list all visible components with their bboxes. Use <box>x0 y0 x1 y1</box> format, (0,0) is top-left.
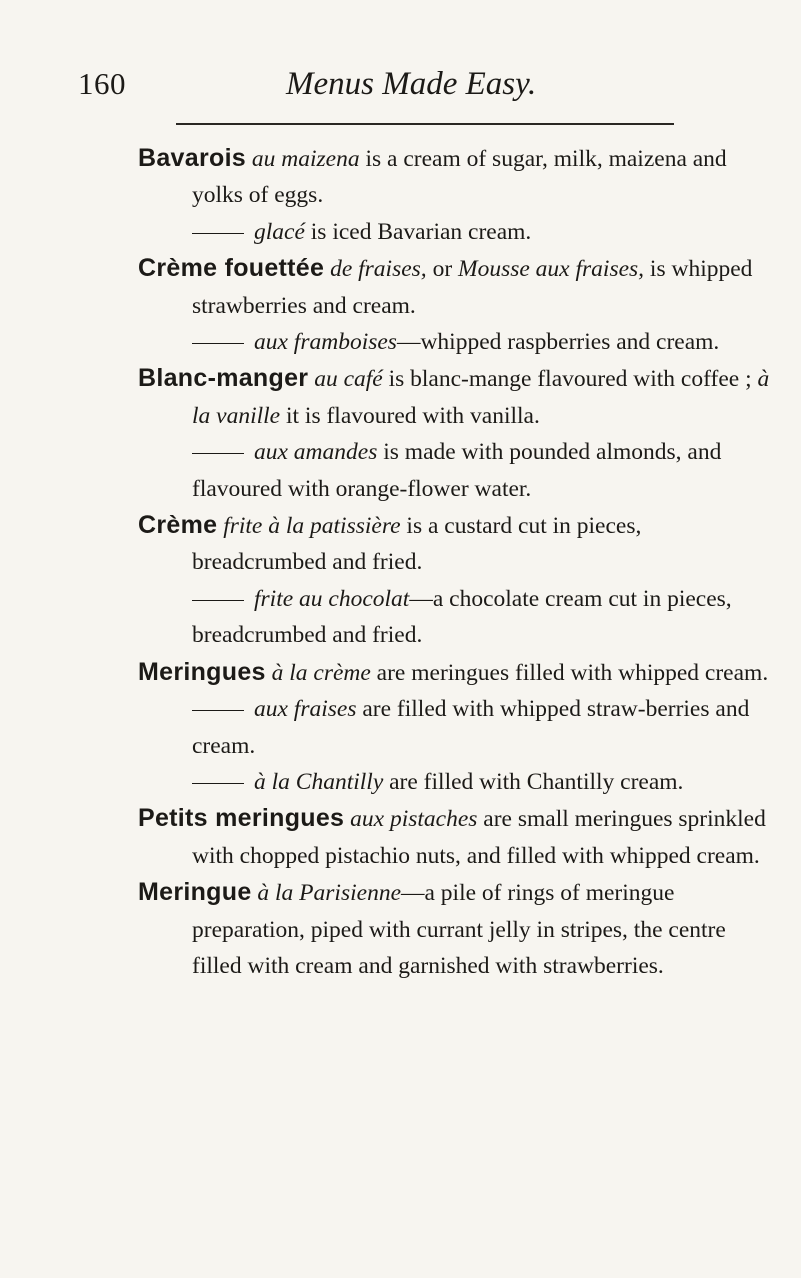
running-title: Menus Made Easy. <box>286 66 537 102</box>
entry-bavarois-glace <box>138 214 770 250</box>
ditto-dash <box>192 453 244 454</box>
entry-description: is a custard cut in pieces, breadcrumbed and fried. <box>192 513 642 576</box>
entry-variant: aux framboises <box>254 329 397 356</box>
entry-description: is a cream of sugar, milk, maizena and yolks of eggs. <box>192 146 727 209</box>
entry-meringues-fraises <box>138 691 770 764</box>
entry-variant: à la crème <box>271 659 371 686</box>
entry-petits-meringues <box>138 800 770 874</box>
entry-heading: Crème <box>138 511 218 540</box>
entry-variant: frite au chocolat <box>254 585 410 612</box>
entry-description: —a pile of rings of meringue preparation, piped with currant jelly in stripes, the centre filled with cream and garnished with strawberries. <box>192 880 726 979</box>
entry-blanc-manger-amandes <box>138 434 770 507</box>
entry-variant: à la Chantilly <box>254 768 384 795</box>
ditto-dash <box>192 600 244 601</box>
entry-variant-alt: à la vanille <box>192 366 770 429</box>
entry-creme-frite-chocolat <box>138 581 770 654</box>
page-header <box>78 66 728 116</box>
page-number: 160 <box>78 66 126 101</box>
entry-description: or <box>426 256 459 283</box>
entry-creme-framboises <box>138 324 770 360</box>
ditto-dash <box>192 783 244 784</box>
entry-variant-alt: Mousse aux fraises, <box>458 256 645 283</box>
ditto-dash <box>192 710 244 711</box>
entry-heading: Crème fouettée <box>138 254 325 283</box>
entry-heading: Blanc-manger <box>138 364 309 393</box>
header-rule <box>176 123 674 125</box>
entry-variant: à la Parisienne <box>257 880 401 907</box>
entry-meringues <box>138 654 770 691</box>
entry-variant: aux pistaches <box>350 806 478 833</box>
entry-heading: Meringues <box>138 657 266 686</box>
entry-description: are small meringues sprinkled with chopped pistachio nuts, and filled with whipped cream. <box>192 806 766 869</box>
entry-variant: aux amandes <box>254 439 378 466</box>
entry-bavarois <box>138 140 770 214</box>
entry-description: —a chocolate cream cut in pieces, breadcrumbed and fried. <box>192 585 732 649</box>
entry-variant: au café <box>314 366 383 393</box>
entry-description: are filled with Chantilly cream. <box>383 768 684 795</box>
entry-description: are filled with whipped straw-berries and cream. <box>192 696 750 759</box>
entry-description-cont: it is flavoured with vanilla. <box>280 402 540 429</box>
entry-variant: aux fraises <box>254 696 357 723</box>
entry-blanc-manger <box>138 360 770 434</box>
entry-variant: de fraises, <box>330 256 427 283</box>
entry-description: is made with pounded almonds, and flavoured with orange-flower water. <box>192 439 722 502</box>
ditto-dash <box>192 233 244 234</box>
entry-meringue-parisienne <box>138 874 770 984</box>
entry-description-cont: is whipped strawberries and cream. <box>192 256 753 319</box>
entry-heading: Meringue <box>138 878 252 907</box>
entry-heading: Bavarois <box>138 144 247 172</box>
entry-variant: frite à la patissière <box>223 513 401 540</box>
entry-description: is blanc-mange flavoured with coffee ; <box>382 366 758 393</box>
entry-description: —whipped raspberries and cream. <box>396 329 720 356</box>
entry-creme-frite <box>138 507 770 581</box>
ditto-dash <box>192 343 244 344</box>
entry-heading: Petits meringues <box>138 804 345 833</box>
entry-variant: au maizena <box>251 146 360 172</box>
entry-creme-fouettee <box>138 250 770 324</box>
entry-description: are meringues filled with whipped cream. <box>370 659 769 686</box>
entry-variant: glacé <box>254 218 305 245</box>
entry-description: is iced Bavarian cream. <box>304 218 532 245</box>
entry-meringues-chantilly <box>138 764 770 800</box>
menu-entries <box>138 140 770 984</box>
